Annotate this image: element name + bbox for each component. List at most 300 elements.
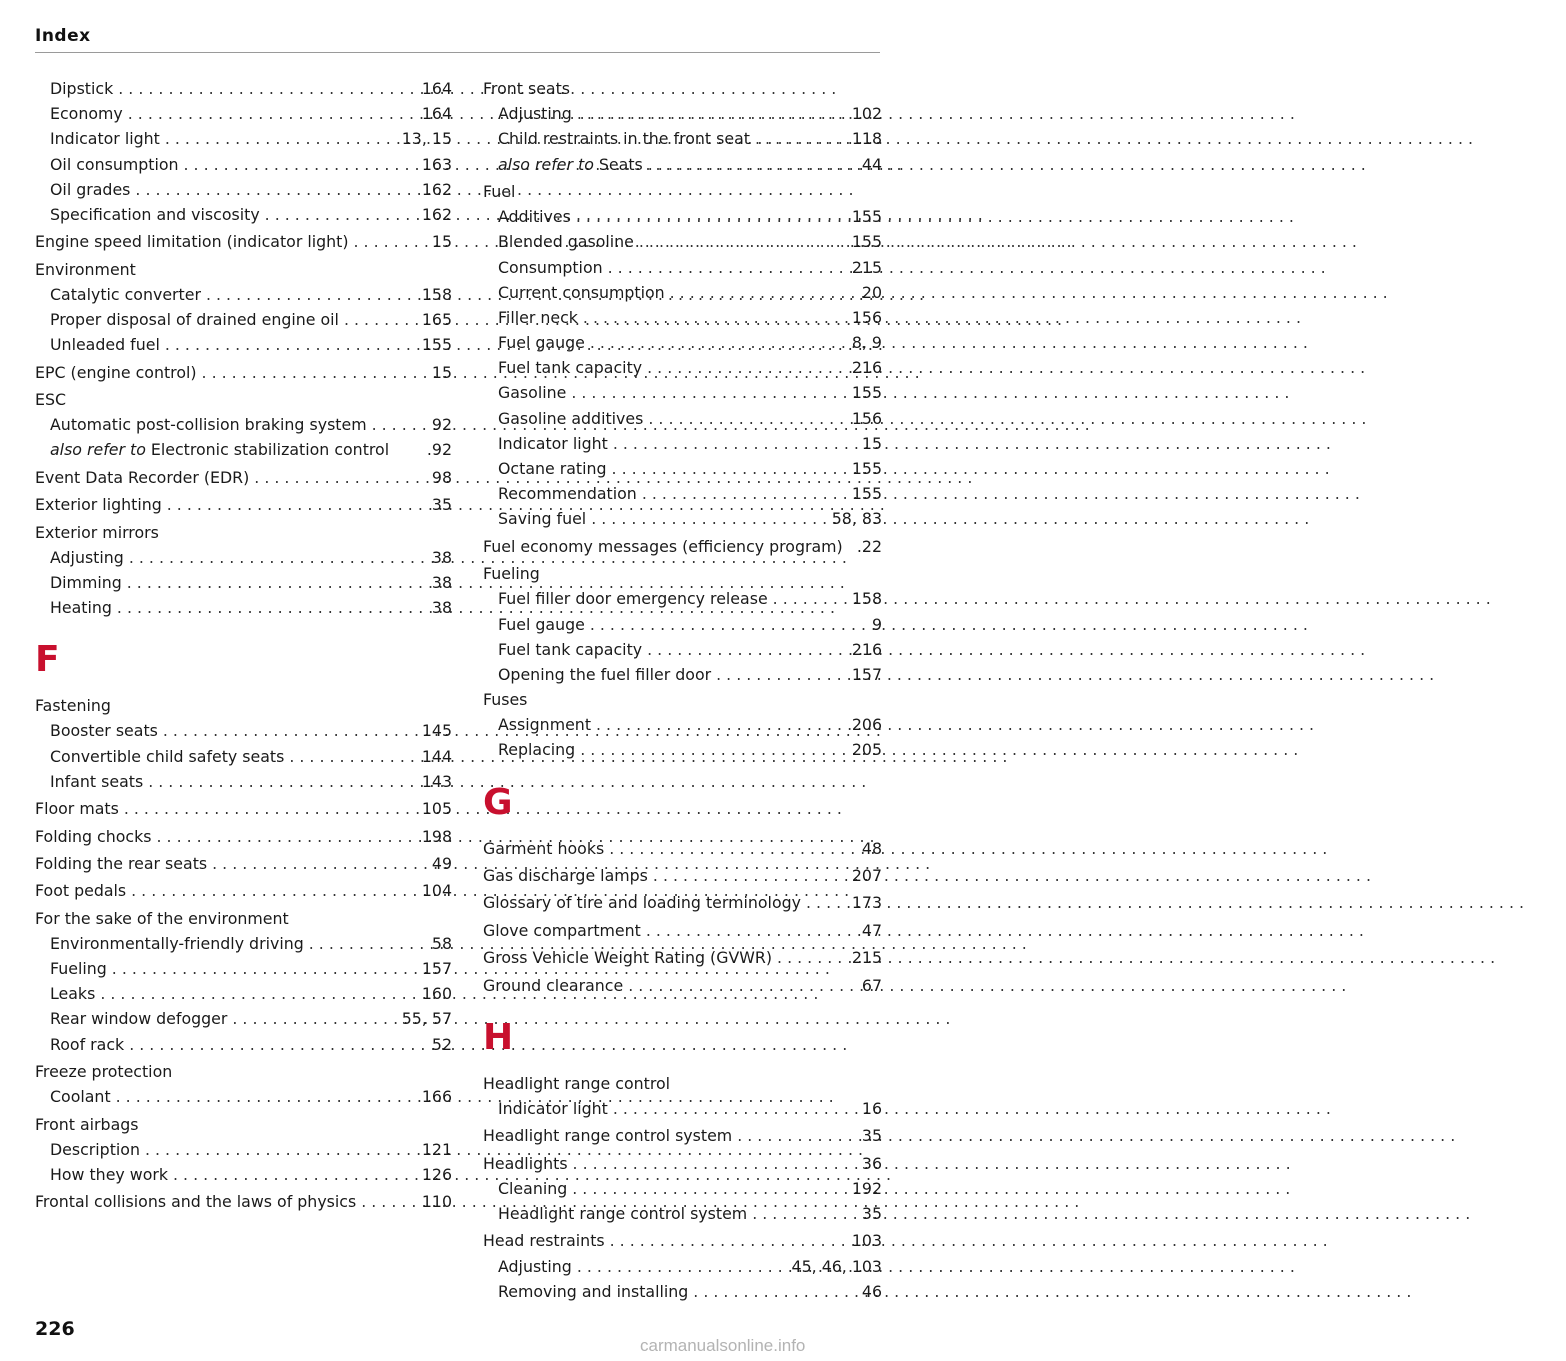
page-reference: 15 bbox=[431, 232, 452, 252]
index-term-text: Fuel economy messages (efficiency program) bbox=[483, 536, 843, 556]
index-subentry bbox=[483, 229, 882, 254]
index-term bbox=[498, 152, 643, 177]
index-term-text: Headlights bbox=[483, 1153, 568, 1173]
page-reference: 216 bbox=[851, 358, 882, 378]
index-entry bbox=[483, 1151, 882, 1176]
index-subentry bbox=[35, 177, 452, 202]
page-reference: 215 bbox=[851, 948, 882, 968]
index-term bbox=[35, 229, 349, 254]
index-term bbox=[498, 1201, 747, 1226]
page-header bbox=[35, 26, 880, 53]
section-letter: H bbox=[483, 1016, 514, 1058]
index-term-text: Proper disposal of drained engine oil bbox=[50, 310, 339, 330]
page-reference: .22 bbox=[856, 536, 882, 556]
index-entry bbox=[483, 863, 882, 888]
index-subentry bbox=[483, 255, 882, 280]
page-reference: 158 bbox=[421, 284, 452, 304]
index-subentry bbox=[35, 332, 452, 357]
index-term-text: Dipstick bbox=[50, 79, 114, 98]
index-term-text: Catalytic converter bbox=[50, 284, 201, 304]
index-term bbox=[50, 101, 123, 126]
index-subentry bbox=[483, 431, 882, 456]
dot-leader bbox=[118, 76, 417, 101]
index-subentry bbox=[35, 545, 452, 570]
page-reference: 16 bbox=[861, 1098, 882, 1118]
index-subentry bbox=[483, 612, 882, 637]
index-term bbox=[50, 931, 304, 956]
page-reference: 155 bbox=[421, 335, 452, 355]
index-term bbox=[50, 126, 160, 151]
index-term-text: Environmentally-friendly driving bbox=[50, 933, 304, 953]
index-term-text: For the sake of the environment bbox=[35, 908, 289, 928]
page-reference: 160 bbox=[421, 984, 452, 1004]
index-term bbox=[483, 1228, 605, 1253]
index-subentry bbox=[35, 282, 452, 307]
index-term bbox=[50, 1032, 124, 1057]
dot-leader bbox=[116, 1084, 417, 1109]
dot-leader bbox=[646, 918, 857, 943]
dot-leader bbox=[693, 1279, 857, 1304]
index-term-text: Fuel gauge bbox=[498, 333, 585, 353]
index-term-text: Additives bbox=[498, 207, 571, 227]
page-reference: 205 bbox=[851, 740, 882, 760]
index-term bbox=[50, 307, 339, 332]
dot-leader bbox=[309, 931, 427, 956]
index-term-text: Foot pedals bbox=[35, 881, 127, 901]
index-subentry bbox=[35, 1006, 452, 1031]
cross-reference-label: also refer to bbox=[50, 440, 146, 460]
index-subentry bbox=[483, 126, 882, 151]
index-term-text: Opening the fuel filler door bbox=[498, 664, 712, 684]
dot-leader bbox=[773, 586, 847, 611]
index-subentry bbox=[35, 570, 452, 595]
dot-leader bbox=[670, 280, 857, 305]
dot-leader bbox=[112, 956, 417, 981]
page-reference: 46 bbox=[861, 1281, 882, 1301]
index-term-text: Dimming bbox=[50, 572, 122, 592]
page-reference: 44 bbox=[861, 154, 882, 174]
index-subentry bbox=[35, 412, 452, 437]
index-term-text: Consumption bbox=[498, 257, 603, 277]
index-entry bbox=[483, 534, 882, 559]
index-term-text: Infant seats bbox=[50, 771, 144, 791]
index-term bbox=[483, 836, 604, 861]
index-term-text: Fuel tank capacity bbox=[498, 358, 643, 378]
page-reference: .92 bbox=[426, 440, 452, 460]
index-term-text: Freeze protection bbox=[35, 1062, 173, 1081]
page-reference: 92 bbox=[431, 415, 452, 435]
index-term bbox=[498, 662, 711, 687]
page-reference: 155 bbox=[851, 484, 882, 504]
index-term-text: Frontal collisions and the laws of physics bbox=[35, 1192, 357, 1212]
index-subentry bbox=[35, 126, 452, 151]
index-term-text: Fuel filler door emergency release bbox=[498, 589, 768, 609]
cross-reference-label: also refer to bbox=[498, 154, 594, 174]
index-term bbox=[35, 492, 162, 517]
index-term-text: Environment bbox=[35, 259, 136, 279]
index-subentry bbox=[483, 101, 882, 126]
page-reference: 35 bbox=[431, 495, 452, 515]
page-reference: 158 bbox=[851, 589, 882, 609]
index-subentry bbox=[483, 330, 882, 355]
page-reference: 206 bbox=[851, 715, 882, 735]
page-reference: 15 bbox=[431, 362, 452, 382]
index-term bbox=[498, 612, 585, 637]
index-term-text: Fastening bbox=[35, 696, 111, 716]
index-subentry bbox=[483, 1254, 882, 1279]
index-term bbox=[50, 202, 260, 227]
index-term-text: How they work bbox=[50, 1164, 169, 1184]
dot-leader bbox=[572, 1176, 847, 1201]
section-letter: F bbox=[35, 639, 60, 681]
dot-leader bbox=[354, 229, 427, 254]
index-term-text: Adjusting bbox=[498, 104, 572, 124]
index-term bbox=[50, 282, 201, 307]
dot-leader bbox=[184, 152, 417, 177]
page-reference: 155 bbox=[851, 207, 882, 227]
index-term-text: Oil consumption bbox=[50, 154, 179, 174]
dot-leader bbox=[361, 1189, 417, 1214]
index-entry bbox=[483, 179, 882, 204]
dot-leader bbox=[647, 637, 847, 662]
index-term-text: Oil grades bbox=[50, 179, 131, 199]
page-reference: 48 bbox=[861, 838, 882, 858]
index-term-text: Ground clearance bbox=[483, 975, 624, 995]
index-subentry bbox=[483, 737, 882, 762]
index-term-text: Gross Vehicle Weight Rating (GVWR) bbox=[483, 948, 773, 968]
dot-leader bbox=[129, 1032, 427, 1057]
index-term bbox=[50, 1137, 140, 1162]
index-term-text: Adjusting bbox=[498, 1256, 572, 1276]
index-term-text: Event Data Recorder (EDR) bbox=[35, 467, 250, 487]
page-reference: 164 bbox=[421, 79, 452, 98]
index-term bbox=[50, 545, 124, 570]
index-term-text: Exterior lighting bbox=[35, 495, 162, 515]
index-term-text: Fueling bbox=[50, 959, 107, 979]
dot-leader bbox=[163, 718, 417, 743]
dot-leader bbox=[232, 1006, 396, 1031]
index-term bbox=[498, 1279, 688, 1304]
page-reference: 157 bbox=[421, 959, 452, 979]
index-entry bbox=[35, 1059, 452, 1084]
page-reference: 38 bbox=[431, 547, 452, 567]
index-term-text: Rear window defogger bbox=[50, 1009, 228, 1029]
index-term-text: Engine speed limitation (indicator light) bbox=[35, 232, 349, 252]
index-term-text: Recommendation bbox=[498, 484, 637, 504]
page-reference: 15 bbox=[861, 433, 882, 453]
page-reference: 192 bbox=[851, 1178, 882, 1198]
dot-leader bbox=[628, 973, 857, 998]
index-term-text: Heating bbox=[50, 598, 112, 618]
index-term bbox=[498, 355, 642, 380]
index-term-text: Removing and installing bbox=[498, 1281, 689, 1301]
page-reference: 9 bbox=[871, 614, 882, 634]
dot-leader bbox=[639, 229, 847, 254]
index-term-text: Coolant bbox=[50, 1087, 111, 1107]
index-term-text: Garment hooks bbox=[483, 838, 605, 858]
index-subentry bbox=[483, 586, 882, 611]
index-term-text: Fuses bbox=[483, 690, 528, 710]
dot-leader bbox=[653, 863, 847, 888]
page-reference: 38 bbox=[431, 598, 452, 618]
index-subentry bbox=[35, 152, 452, 177]
index-term bbox=[498, 380, 566, 405]
index-term-text: Headlight range control system bbox=[498, 1204, 748, 1223]
dot-leader bbox=[608, 255, 847, 280]
index-term bbox=[498, 737, 575, 762]
dot-leader bbox=[642, 481, 847, 506]
index-term bbox=[483, 76, 570, 101]
index-entry bbox=[35, 520, 452, 545]
dot-leader bbox=[100, 981, 417, 1006]
index-term bbox=[498, 712, 591, 737]
index-term bbox=[483, 945, 772, 970]
index-entry bbox=[35, 824, 452, 849]
page-reference: 215 bbox=[851, 257, 882, 277]
index-term-text: Fuel bbox=[483, 181, 516, 201]
dot-leader bbox=[648, 152, 857, 177]
page-reference: 155 bbox=[851, 459, 882, 478]
index-term bbox=[35, 360, 197, 385]
index-subentry bbox=[35, 769, 452, 794]
index-subentry bbox=[483, 204, 882, 229]
dot-leader bbox=[372, 412, 427, 437]
index-term-text: Exterior mirrors bbox=[35, 522, 159, 542]
index-term bbox=[498, 305, 578, 330]
index-entry bbox=[483, 687, 882, 712]
index-term-text: Fueling bbox=[483, 564, 540, 584]
index-subentry bbox=[35, 101, 452, 126]
dot-leader bbox=[590, 612, 867, 637]
index-term bbox=[50, 76, 113, 101]
dot-leader bbox=[576, 204, 847, 229]
index-term bbox=[50, 956, 107, 981]
dot-leader bbox=[145, 1137, 417, 1162]
index-term-text: Indicator light bbox=[498, 1098, 608, 1118]
index-term-text: Front airbags bbox=[35, 1114, 139, 1134]
page-reference: 143 bbox=[421, 771, 452, 791]
index-term bbox=[35, 878, 126, 903]
index-term bbox=[483, 561, 540, 586]
index-entry bbox=[483, 973, 882, 998]
index-term-text: Specification and viscosity bbox=[50, 204, 260, 224]
page-reference: 47 bbox=[861, 920, 882, 940]
page-reference: 162 bbox=[421, 204, 452, 224]
index-term bbox=[50, 412, 367, 437]
index-term-text: Floor mats bbox=[35, 799, 119, 819]
index-term bbox=[498, 126, 750, 151]
page-reference: 126 bbox=[421, 1164, 452, 1184]
page-reference: 118 bbox=[851, 129, 882, 149]
page-reference: 165 bbox=[421, 310, 452, 330]
index-term-text: Replacing bbox=[498, 740, 576, 760]
index-entry bbox=[35, 1112, 452, 1137]
dot-leader bbox=[128, 101, 417, 126]
index-subentry bbox=[35, 1162, 452, 1187]
index-subentry bbox=[483, 305, 882, 330]
index-entry bbox=[35, 851, 452, 876]
index-term bbox=[483, 890, 801, 915]
index-term bbox=[498, 229, 634, 254]
index-term-text: Cleaning bbox=[498, 1178, 568, 1198]
index-entry bbox=[35, 465, 452, 490]
index-term bbox=[498, 1096, 608, 1121]
index-term-text: Folding chocks bbox=[35, 826, 152, 846]
index-term bbox=[483, 973, 623, 998]
index-subentry bbox=[35, 307, 452, 332]
index-term-text: Octane rating bbox=[498, 459, 607, 478]
dot-leader bbox=[590, 330, 847, 355]
page-reference: 67 bbox=[861, 975, 882, 995]
index-entry bbox=[483, 836, 882, 861]
index-term bbox=[498, 204, 571, 229]
dot-leader bbox=[612, 456, 847, 481]
index-term-text: Gasoline bbox=[498, 383, 567, 403]
page-reference: 156 bbox=[851, 307, 882, 327]
index-term-text: Seats bbox=[598, 154, 643, 174]
index-term bbox=[498, 101, 572, 126]
index-entry bbox=[35, 229, 452, 254]
index-term bbox=[35, 257, 136, 282]
index-term bbox=[498, 1176, 567, 1201]
index-term-text: Fuel tank capacity bbox=[498, 639, 643, 659]
index-term-text: Gasoline additives bbox=[498, 408, 644, 428]
page-reference: 144 bbox=[421, 746, 452, 766]
dot-leader bbox=[571, 380, 847, 405]
index-term bbox=[498, 1254, 572, 1279]
page-reference: 103 bbox=[851, 1231, 882, 1251]
index-term-text: Convertible child safety seats bbox=[50, 746, 285, 766]
index-term bbox=[498, 637, 642, 662]
index-term bbox=[50, 1162, 168, 1187]
index-subentry bbox=[35, 202, 452, 227]
index-term-text: Indicator light bbox=[50, 129, 160, 149]
index-subentry bbox=[483, 456, 882, 481]
page-reference: 155 bbox=[851, 383, 882, 403]
index-term-text: Glossary of tire and loading terminology bbox=[483, 893, 801, 913]
index-term bbox=[35, 1112, 139, 1137]
index-term bbox=[35, 1059, 172, 1084]
index-term-text: Electronic stabilization control bbox=[150, 440, 390, 460]
index-term bbox=[498, 506, 586, 531]
page-reference: 110 bbox=[421, 1192, 452, 1212]
index-term-text: Automatic post-collision braking system bbox=[50, 415, 367, 435]
page-reference: 13, 15 bbox=[401, 129, 452, 149]
index-entry bbox=[35, 492, 452, 517]
index-term bbox=[498, 586, 768, 611]
index-subentry bbox=[483, 481, 882, 506]
index-subentry bbox=[483, 637, 882, 662]
page-reference: 145 bbox=[421, 721, 452, 741]
index-term-text: Child restraints in the front seat bbox=[498, 129, 750, 149]
index-term bbox=[50, 177, 130, 202]
page-reference: 207 bbox=[851, 866, 882, 885]
index-term-text: Economy bbox=[50, 104, 123, 124]
index-term-text: Booster seats bbox=[50, 721, 158, 741]
dot-leader bbox=[755, 126, 847, 151]
index-term-text: Assignment bbox=[498, 715, 592, 735]
index-entry bbox=[35, 360, 452, 385]
index-entry bbox=[483, 890, 882, 915]
index-term bbox=[35, 906, 289, 931]
dot-leader bbox=[806, 890, 847, 915]
dot-leader bbox=[613, 431, 857, 456]
page-reference: 173 bbox=[851, 893, 882, 913]
page-reference: 38 bbox=[431, 572, 452, 592]
page-reference: 162 bbox=[421, 179, 452, 199]
index-term-text: Folding the rear seats bbox=[35, 853, 208, 873]
dot-leader bbox=[117, 595, 427, 620]
dot-leader bbox=[610, 1228, 847, 1253]
dot-leader bbox=[127, 570, 427, 595]
index-entry bbox=[483, 1071, 882, 1096]
index-term bbox=[483, 534, 843, 559]
page-reference: 49 bbox=[431, 853, 452, 873]
page-reference: 45, 46, 103 bbox=[791, 1256, 882, 1276]
index-entry bbox=[35, 796, 452, 821]
index-entry bbox=[483, 76, 882, 101]
page-reference: 166 bbox=[421, 1087, 452, 1107]
page-reference: 121 bbox=[421, 1139, 452, 1159]
index-entry bbox=[35, 878, 452, 903]
index-subentry bbox=[483, 380, 882, 405]
index-term bbox=[483, 1151, 568, 1176]
page-reference: 198 bbox=[421, 826, 452, 846]
dot-leader bbox=[265, 202, 417, 227]
index-entry bbox=[483, 918, 882, 943]
dot-leader bbox=[716, 662, 847, 687]
index-term bbox=[498, 481, 637, 506]
index-title: Index bbox=[35, 26, 91, 46]
dot-leader bbox=[580, 737, 847, 762]
index-term bbox=[498, 406, 643, 431]
index-term-text: EPC (engine control) bbox=[35, 362, 197, 382]
index-term bbox=[498, 431, 608, 456]
dot-leader bbox=[344, 307, 417, 332]
dot-leader bbox=[777, 945, 847, 970]
index-term bbox=[35, 387, 66, 412]
dot-leader bbox=[212, 851, 427, 876]
index-term bbox=[498, 456, 607, 481]
index-subentry bbox=[483, 355, 882, 380]
index-term bbox=[483, 918, 641, 943]
dot-leader bbox=[648, 406, 846, 431]
index-subentry bbox=[483, 1279, 882, 1304]
index-term-text: Roof rack bbox=[50, 1034, 125, 1054]
page-reference: 55, 57 bbox=[401, 1009, 452, 1029]
page-reference: 105 bbox=[421, 799, 452, 819]
index-term-text: Fuel gauge bbox=[498, 614, 585, 634]
index-subentry bbox=[483, 152, 882, 177]
index-term bbox=[50, 718, 158, 743]
page-reference: 164 bbox=[421, 104, 452, 124]
index-term bbox=[50, 1006, 227, 1031]
index-entry bbox=[483, 1228, 882, 1253]
index-entry bbox=[35, 257, 452, 282]
index-term bbox=[498, 280, 665, 305]
page-reference: 102 bbox=[851, 104, 882, 124]
dot-leader bbox=[148, 769, 417, 794]
page-reference: 58 bbox=[431, 933, 452, 953]
index-subentry bbox=[483, 506, 882, 531]
index-term-text: Blended gasoline bbox=[498, 232, 634, 252]
dot-leader bbox=[135, 177, 416, 202]
dot-leader bbox=[254, 465, 427, 490]
index-term-text: Gas discharge lamps bbox=[483, 866, 648, 885]
dot-leader bbox=[131, 878, 417, 903]
index-term bbox=[35, 520, 159, 545]
index-subentry bbox=[35, 595, 452, 620]
